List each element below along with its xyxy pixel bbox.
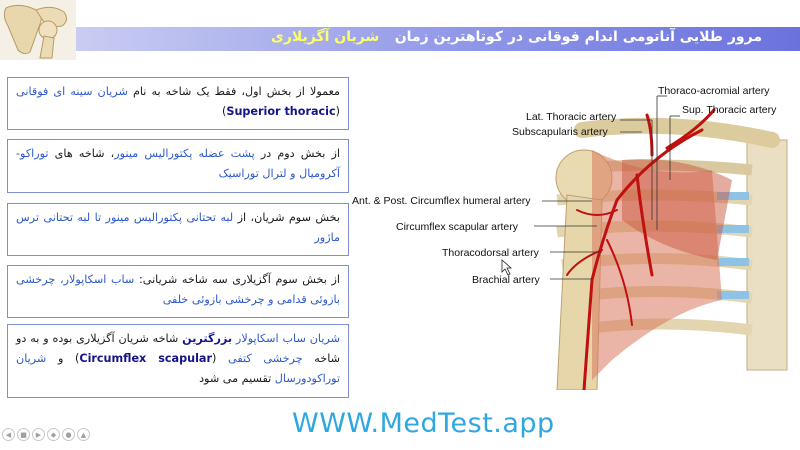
- note-text: تقسیم می شود: [199, 372, 275, 385]
- pen-icon[interactable]: ◆: [47, 428, 60, 441]
- label-thoracodorsal: Thoracodorsal artery: [442, 247, 539, 259]
- note-text: معمولا از بخش اول، فقط یک شاخه به نام: [127, 85, 340, 98]
- note-highlight: ساب اسکاپولار، چرخشی بازوئی قدامی و چرخشی بازوئی خلفی: [16, 273, 340, 306]
- stop-icon[interactable]: ■: [17, 428, 30, 441]
- label-circumflex-humeral: Ant. & Post. Circumflex humeral artery: [352, 195, 531, 207]
- note-english-term: Superior thoracic: [226, 105, 336, 118]
- shoulder-logo-icon: [0, 0, 76, 60]
- note-english-term: Circumflex scapular: [79, 352, 212, 365]
- note-bold-term: بزرگترین: [182, 332, 233, 345]
- note-box-2: [7, 139, 349, 193]
- note-box-4: [7, 265, 349, 318]
- axillary-artery-figure: [352, 60, 800, 390]
- pointer-icon[interactable]: ●: [62, 428, 75, 441]
- label-thoraco-acromial: Thoraco-acromial artery: [658, 85, 770, 97]
- note-text: از بخش دوم در: [254, 147, 341, 160]
- label-subscapularis: Subscapularis artery: [512, 126, 608, 138]
- note-highlight: شریان سینه ای فوقانی: [16, 85, 128, 98]
- watermark: WWW.MedTest.app: [292, 408, 555, 439]
- note-text: از بخش سوم آگزیلاری سه شاخه شریانی:: [134, 273, 341, 286]
- next-icon[interactable]: ▶: [32, 428, 45, 441]
- page-title: مرور طلایی آناتومی اندام فوقانی در کوتاهترین زمان: [394, 29, 762, 45]
- mouse-cursor-icon: [502, 260, 511, 275]
- note-highlight: لبه تحتانی پکتورالیس مینور تا لبه تحتانی ترس ماژور: [16, 211, 340, 244]
- note-box-3: [7, 203, 349, 256]
- playback-controls: [2, 428, 90, 441]
- note-highlight: پشت عضله پکتورالیس مینور: [114, 147, 255, 160]
- note-text: بخش سوم شریان، از: [233, 211, 340, 224]
- note-text: ) و: [46, 352, 80, 365]
- note-highlight: چرخشی کتفی: [228, 352, 303, 365]
- note-box-5: [7, 324, 349, 398]
- menu-icon[interactable]: ▲: [77, 428, 90, 441]
- note-text: شاخه شریان آگزیلاری بوده و به دو شاخه: [16, 332, 340, 365]
- note-highlight: شریان توراکودورسال: [16, 352, 340, 385]
- note-text: (: [335, 105, 340, 118]
- label-lat-thoracic: Lat. Thoracic artery: [526, 111, 617, 123]
- section-title: شریان آگزیلاری: [271, 29, 380, 45]
- label-circumflex-scapular: Circumflex scapular artery: [396, 221, 518, 233]
- note-text: (: [211, 352, 228, 365]
- clavicle: [582, 126, 772, 140]
- label-brachial: Brachial artery: [472, 274, 540, 286]
- note-highlight: توراکو-آکرومیال و لترال توراسیک: [16, 147, 340, 180]
- title-bar: [76, 27, 800, 51]
- note-box-1: [7, 77, 349, 130]
- note-text: ، شاخه های: [48, 147, 115, 160]
- label-sup-thoracic: Sup. Thoracic artery: [682, 104, 777, 116]
- note-text: ): [222, 105, 227, 118]
- note-highlight: شریان ساب اسکاپولار: [235, 332, 340, 345]
- prev-icon[interactable]: ◀: [2, 428, 15, 441]
